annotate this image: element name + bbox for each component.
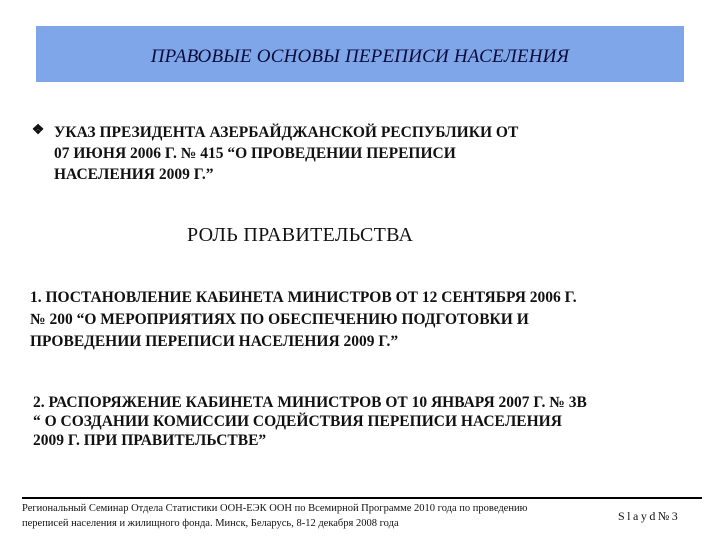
footer-text: Региональный Семинар Отдела Статистики ООН-ЕЭК ООН по Всемирной Программе 2010 года по проведению переписей населения и жилищного фонда. Минск, Беларусь, 8-12 декабря 2008 года bbox=[22, 503, 528, 529]
list-item-text: 1. ПОСТАНОВЛЕНИЕ КАБИНЕТА МИНИСТРОВ ОТ 12 СЕНТЯБРЯ 2006 Г. № 200 “О МЕРОПРИЯТИЯХ ПО ОБЕСПЕЧЕНИЮ ПОДГОТОВКИ И ПРОВЕДЕНИИ ПЕРЕПИСИ НАСЕЛЕНИЯ 2009 Г.” bbox=[30, 289, 577, 350]
section-subheading: РОЛЬ ПРАВИТЕЛЬСТВА bbox=[187, 224, 414, 246]
footer-divider bbox=[22, 497, 702, 499]
slide-title: ПРАВОВЫЕ ОСНОВЫ ПЕРЕПИСИ НАСЕЛЕНИЯ bbox=[150, 46, 570, 67]
title-bar bbox=[36, 26, 684, 82]
slide-number: Slayd№3 bbox=[618, 509, 681, 523]
list-item-2 bbox=[33, 393, 693, 450]
decree-bullet bbox=[30, 122, 670, 185]
list-item-text: 2. РАСПОРЯЖЕНИЕ КАБИНЕТА МИНИСТРОВ ОТ 10 ЯНВАРЯ 2007 Г. № 3В “ О СОЗДАНИИ КОМИССИИ СОДЕЙСТВИЯ ПЕРЕПИСИ НАСЕЛЕНИЯ 2009 Г. ПРИ ПРАВИТЕЛЬСТВЕ” bbox=[33, 394, 587, 449]
diamond-bullet-icon: ❖ bbox=[31, 123, 45, 138]
list-item-1 bbox=[30, 287, 690, 353]
decree-text: УКАЗ ПРЕЗИДЕНТА АЗЕРБАЙДЖАНСКОЙ РЕСПУБЛИКИ ОТ 07 ИЮНЯ 2006 Г. № 415 “О ПРОВЕДЕНИИ ПЕРЕПИСИ НАСЕЛЕНИЯ 2009 Г.” bbox=[54, 124, 519, 183]
